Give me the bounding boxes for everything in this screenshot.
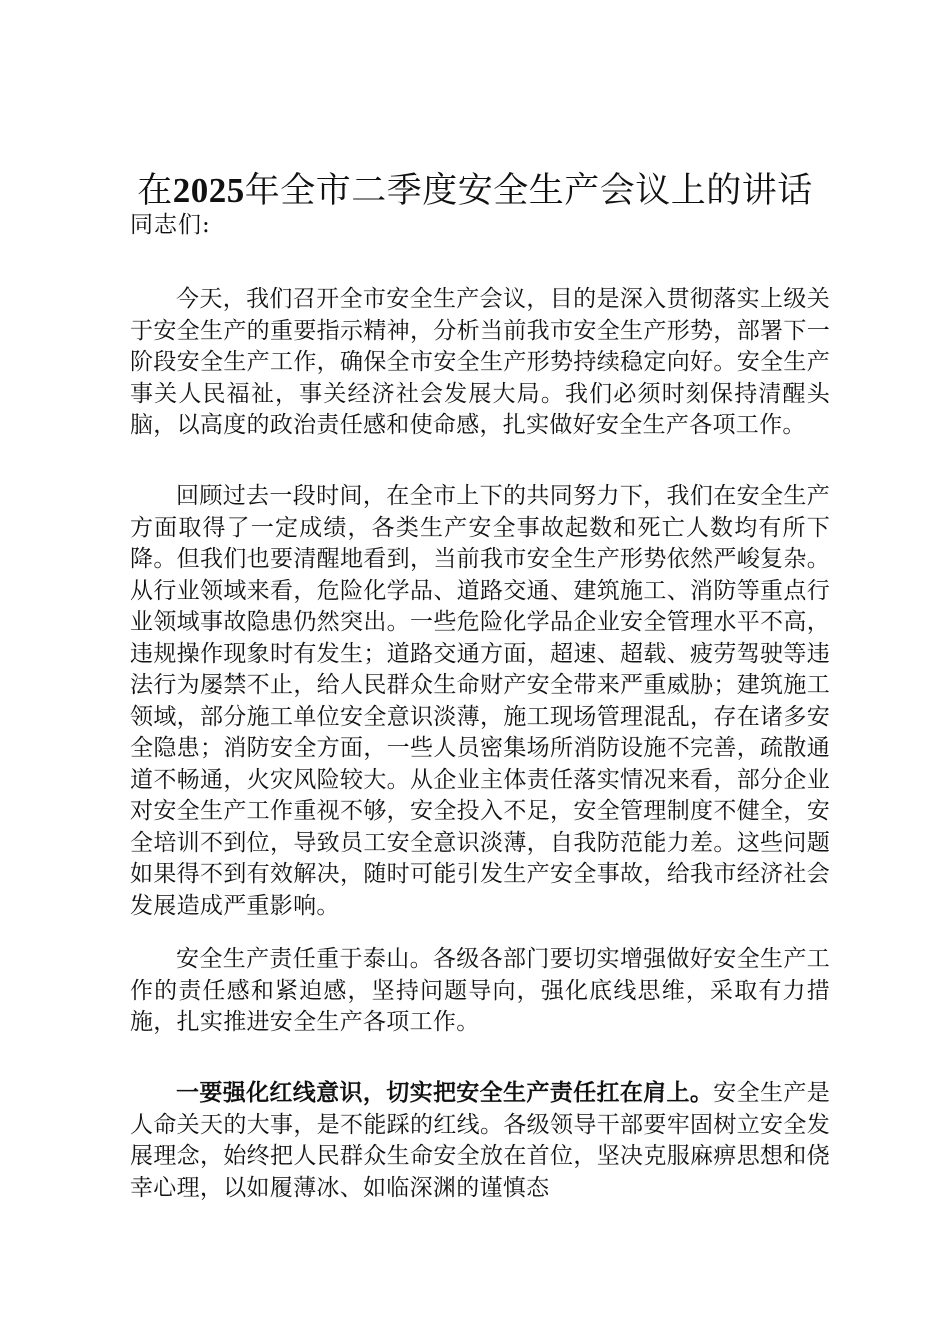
title-suffix: 年全市二季度安全生产会议上的讲话 bbox=[244, 171, 813, 211]
paragraph-section-one bbox=[130, 1077, 830, 1204]
section-one-heading: 一要强化红线意识，切实把安全生产责任扛在肩上。 bbox=[176, 1079, 714, 1106]
paragraph-review: 回顾过去一段时间，在全市上下的共同努力下，我们在安全生产方面取得了一定成绩，各类生产安全事故起数和死亡人数均有所下降。但我们也要清醒地看到，当前我市安全生产形势依然严峻复杂。从行业领域来看，危险化学品、道路交通、建筑施工、消防等重点行业领域事故隐患仍然突出。一些危险化学品企业安全管理水平不高，违规操作现象时有发生；道路交通方面，超速、超载、疲劳驾驶等违法行为屡禁不止，给人民群众生命财产安全带来严重威胁；建筑施工领域，部分施工单位安全意识淡薄，施工现场管理混乱，存在诸多安全隐患；消防安全方面，一些人员密集场所消防设施不完善，疏散通道不畅通，火灾风险较大。从企业主体责任落实情况来看，部分企业对安全生产工作重视不够，安全投入不足，安全管理制度不健全，安全培训不到位，导致员工安全意识淡薄，自我防范能力差。这些问题如果得不到有效解决，随时可能引发生产安全事故，给我市经济社会发展造成严重影响。 bbox=[130, 483, 830, 919]
salutation: 同志们: bbox=[130, 212, 211, 238]
section-one-text: 安全生产是人命关天的大事，是不能踩的红线。各级领导干部要牢固树立安全发展理念，始终把人民群众生命安全放在首位，坚决克服麻痹思想和侥幸心理，以如履薄冰、如临深渊的谨慎态 bbox=[130, 1080, 831, 1201]
paragraph-opening: 今天，我们召开全市安全生产会议，目的是深入贯彻落实上级关于安全生产的重要指示精神，分析当前我市安全生产形势，部署下一阶段安全生产工作，确保全市安全生产形势持续稳定向好。安全生产事关人民福祉，事关经济社会发展大局。我们必须时刻保持清醒头脑，以高度的政治责任感和使命感，扎实做好安全生产各项工作。 bbox=[130, 286, 830, 438]
paragraph-responsibility: 安全生产责任重于泰山。各级各部门要切实增强做好安全生产工作的责任感和紧迫感，坚持问题导向，强化底线思维，采取有力措施，扎实推进安全生产各项工作。 bbox=[130, 946, 830, 1035]
title-year: 2025 bbox=[172, 171, 245, 210]
title-prefix: 在 bbox=[137, 171, 173, 211]
